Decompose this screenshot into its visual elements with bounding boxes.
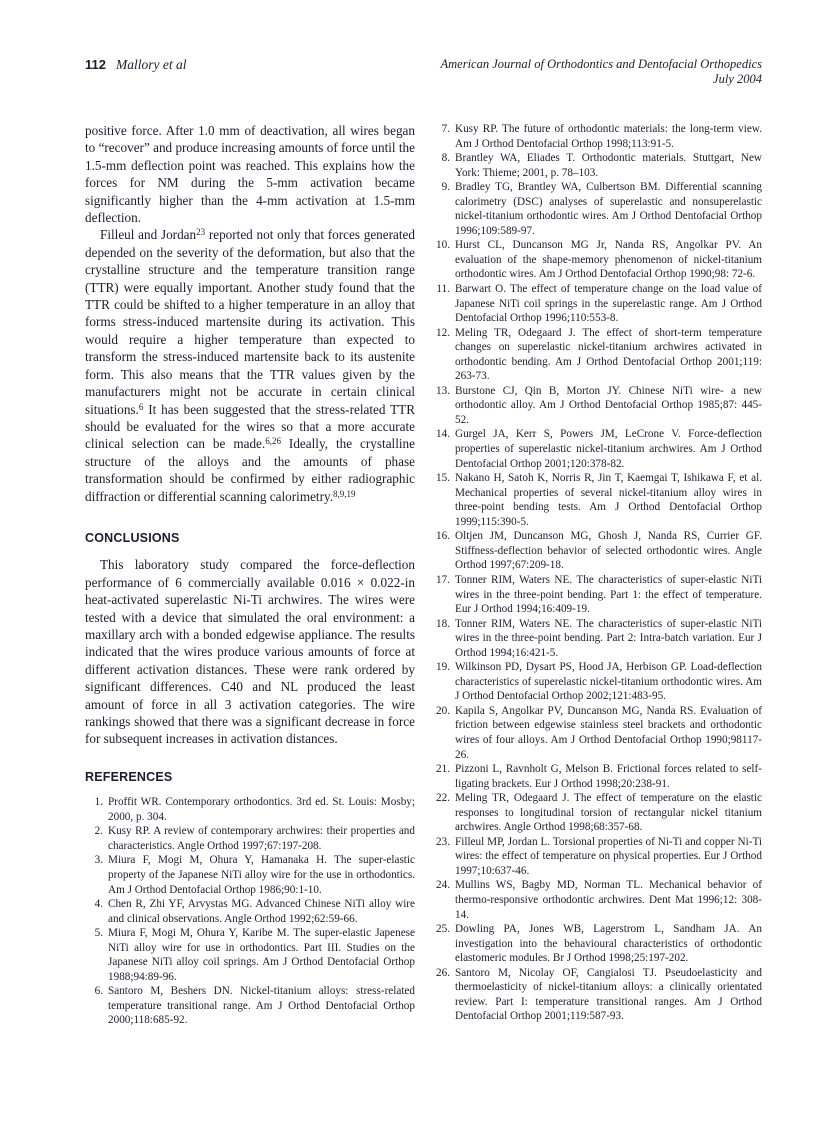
reference-item	[432, 384, 762, 428]
reference-number: 6.	[94, 985, 103, 998]
reference-number: 7.	[441, 123, 450, 135]
reference-number: 12.	[436, 326, 450, 339]
reference-item	[85, 897, 415, 926]
reference-item	[432, 471, 762, 529]
reference-number: 25.	[436, 923, 450, 936]
journal-name: American Journal of Orthodontics and Dentofacial Orthopedics	[440, 57, 762, 71]
reference-text: Oltjen JM, Duncanson MG, Ghosh J, Nanda RS, Currier GF. Stiffness-deflection behavior of selected orthodontic wires. Angle Orthod 1997;67:209-18.	[455, 530, 762, 572]
reference-number: 19.	[436, 661, 450, 674]
reference-text: Kusy RP. A review of contemporary archwires: their properties and characteristics. Angle Orthod 1997;67:197-208.	[108, 825, 415, 852]
reference-text: Burstone CJ, Qin B, Morton JY. Chinese NiTi wire- a new orthodontic alloy. Am J Orthod Dentofacial Orthop 1985;87: 445-52.	[455, 384, 762, 426]
running-authors: Mallory et al	[115, 57, 187, 72]
reference-number: 9.	[441, 181, 450, 194]
conclusions-heading: CONCLUSIONS	[85, 530, 180, 545]
reference-item	[432, 573, 762, 617]
reference-text: Santoro M, Beshers DN. Nickel-titanium alloys: stress-related temperature transitional range. Am J Orthod Dentofacial Orthop 2000;118:685-92.	[108, 985, 415, 1027]
reference-number: 2.	[94, 825, 103, 838]
reference-text: Nakano H, Satoh K, Norris R, Jin T, Kaemgai T, Ishikawa F, et al. Mechanical properties of several nickel-titanium alloy wires in three-point bending tests. Am J Orthod Dentofacial Orthop 1999;115:390-5.	[455, 472, 762, 528]
reference-list-right	[432, 122, 762, 1024]
reference-text: Brantley WA, Eliades T. Orthodontic materials. Stuttgart, New York: Thieme; 2001, p. 78–103.	[455, 152, 762, 179]
reference-number: 13.	[436, 384, 450, 397]
reference-item	[432, 617, 762, 661]
running-header	[85, 57, 762, 87]
reference-item	[432, 762, 762, 791]
reference-item	[432, 660, 762, 704]
reference-text: Tonner RIM, Waters NE. The characteristics of super-elastic NiTi wires in the three-point bending. Part 1: the effect of temperature. Eur J Orthod 1994;16:409-19.	[455, 573, 762, 616]
reference-item	[85, 824, 415, 853]
reference-item	[432, 122, 762, 151]
reference-text: Barwart O. The effect of temperature change on the load value of Japanese NiTi coil springs in the superelastic range. Am J Orthod Dentofacial Orthop 1996;110:553-8.	[455, 283, 762, 325]
reference-number: 3.	[94, 854, 103, 867]
reference-item	[432, 704, 762, 762]
reference-text: Filleul MP, Jordan L. Torsional properties of Ni-Ti and copper Ni-Ti wires: the effect of temperature on physical properties. Eur J Orthod 1997;10:637-46.	[455, 835, 762, 877]
reference-text: Santoro M, Nicolay OF, Cangialosi TJ. Pseudoelasticity and thermoelasticity of nickel-titanium alloys: a clinically orientated review. Part I: temperature transitional ranges. Am J Orthod Dentofacial Orthop 2001;119:587-93.	[455, 966, 762, 1023]
reference-item	[432, 791, 762, 835]
reference-text: Miura F, Mogi M, Ohura Y, Karibe M. The super-elastic Japenese NiTi alloy wire for use in orthodontics. Part III. Studies on the Japanese NiTi alloy coil springs. Am J Orthod Dentofacial Orthop 1988;94:89-96.	[108, 927, 415, 983]
reference-text: Kapila S, Angolkar PV, Duncanson MG, Nanda RS. Evaluation of friction between edgewise stainless steel brackets and orthodontic wires of four alloys. Am J Orthod Dentofacial Orthop 1990;98117-26.	[455, 704, 762, 761]
two-column-body	[85, 122, 762, 1028]
reference-item	[432, 529, 762, 573]
reference-number: 11.	[436, 283, 450, 296]
reference-number: 20.	[436, 704, 450, 717]
reference-item	[85, 926, 415, 984]
references-heading: REFERENCES	[85, 769, 173, 784]
reference-number: 22.	[436, 792, 450, 805]
reference-text: Hurst CL, Duncanson MG Jr, Nanda RS, Angolkar PV. An evaluation of the shape-memory phenomenon of nickel-titanium orthodontic wires. Am J Orthod Dentofacial Orthop 1990;98: 72-6.	[455, 239, 762, 281]
body-paragraph-continuation: positive force. After 1.0 mm of deactivation, all wires began to “recover” and produce increasing amounts of force until the 1.5-mm deflection point was reached. This explains how the forces for NM during the 5-mm activation became significantly higher than the 4-mm activation at 1.5-mm deflection.	[85, 123, 415, 226]
reference-item	[432, 835, 762, 879]
reference-item	[85, 984, 415, 1028]
reference-number: 21.	[436, 763, 450, 776]
reference-number: 15.	[436, 472, 450, 485]
reference-item	[432, 326, 762, 384]
running-header-right	[441, 57, 763, 87]
reference-number: 5.	[94, 927, 103, 940]
running-header-left	[85, 57, 186, 73]
page-number: 112	[85, 57, 106, 72]
reference-item	[432, 238, 762, 282]
reference-text: Miura F, Mogi M, Ohura Y, Hamanaka H. The super-elastic property of the Japanese NiTi alloy wire for the use in orthodontics. Am J Orthod Dentofacial Orthop 1986;90:1-10.	[108, 854, 415, 896]
reference-text: Meling TR, Odegaard J. The effect of temperature on the elastic responses to longitudinal torsion of rectangular nickel titanium archwires. Angle Orthod 1998;68:357-68.	[455, 792, 762, 834]
left-column	[85, 122, 415, 1028]
reference-item	[432, 427, 762, 471]
reference-text: Meling TR, Odegaard J. The effect of short-term temperature changes on superelastic nickel-titanium archwires activated in orthodontic bending. Am J Orthod Dentofacial Orthop 2001;119: 263-73.	[455, 326, 762, 383]
reference-text: Chen R, Zhi YF, Arvystas MG. Advanced Chinese NiTi alloy wire and clinical observations. Angle Orthod 1992;62:59-66.	[108, 898, 415, 925]
body-paragraph-filleul-jordan: Filleul and Jordan$^{23}$ reported not only that forces generated depended on the severity of the deformation, but also that the crystalline structure and the temperature transition range (TTR) were equally important. Another study found that the TTR could be shifted to a higher temperature in an alloy that forms stress-induced martensite during its activation. This would require a higher temperature than expected to transform the stress-induced martensite back to its austenite form. This also means that the TTR values given by the manufacturers might not be accurate in certain clinical situations.$^6$ It has been suggested that the stress-related TTR should be evaluated for the wires so that a more accurate clinical selection can be made.$^{6,26}$ Ideally, the crystalline structure of the alloys and the amounts of phase transformation should be confirmed by either radiographic diffraction or differential scanning calorimetry.$^{8,9,19}$	[85, 227, 415, 504]
reference-item	[432, 180, 762, 238]
reference-number: 8.	[441, 152, 450, 165]
right-column	[432, 122, 762, 1028]
reference-item	[432, 151, 762, 180]
reference-text: Gurgel JA, Kerr S, Powers JM, LeCrone V. Force-deflection properties of superelastic nickel-titanium archwires. Am J Orthod Dentofacial Orthop 2001;120:378-82.	[455, 428, 762, 470]
reference-text: Kusy RP. The future of orthodontic materials: the long-term view. Am J Orthod Dentofacial Orthop 1998;113:91-5.	[455, 123, 762, 150]
reference-number: 10.	[436, 239, 450, 252]
reference-text: Dowling PA, Jones WB, Lagerstrom L, Sandham JA. An investigation into the behavioural characteristics of orthodontic elastomeric modules. Br J Orthod 1998;25:197-202.	[455, 923, 762, 965]
reference-text: Proffit WR. Contemporary orthodontics. 3rd ed. St. Louis: Mosby; 2000, p. 304.	[108, 796, 415, 823]
reference-number: 1.	[94, 796, 103, 809]
reference-item	[432, 878, 762, 922]
reference-text: Pizzoni L, Ravnholt G, Melson B. Frictional forces related to self-ligating brackets. Eur J Orthod 1998;20:238-91.	[455, 763, 762, 790]
reference-number: 17.	[436, 573, 450, 586]
reference-number: 23.	[436, 835, 450, 848]
reference-list-left	[85, 795, 415, 1028]
reference-number: 24.	[436, 879, 450, 892]
reference-text: Tonner RIM, Waters NE. The characteristics of super-elastic NiTi wires in the three-point bending. Part 2: Intra-batch variation. Eur J Orthod 1994;16:421-5.	[455, 617, 762, 659]
reference-item	[85, 853, 415, 897]
reference-item	[432, 922, 762, 966]
reference-number: 26.	[436, 966, 450, 979]
issue-date: July 2004	[713, 72, 762, 86]
conclusions-paragraph: This laboratory study compared the force-deflection performance of 6 commercially available 0.016 × 0.022-in heat-activated superelastic Ni-Ti archwires. The wires were tested with a device that simulated the oral environment: a maxillary arch with a bonded edgewise appliance. The results indicated that the wires produce various amounts of force at different activation distances. These were rank ordered by significant differences. C40 and NL produced the least amount of force in all 3 activation categories. The wire rankings showed that there was a significant decrease in force for subsequent increases in activation distances.	[85, 557, 415, 747]
reference-text: Mullins WS, Bagby MD, Norman TL. Mechanical behavior of thermo-responsive orthodontic archwires. Dent Mat 1996;12: 308-14.	[455, 879, 762, 921]
reference-text: Wilkinson PD, Dysart PS, Hood JA, Herbison GP. Load-deflection characteristics of superelastic nickel-titanium orthodontic wires. Am J Orthod Dentofacial Orthop 2002;121:483-95.	[455, 661, 762, 703]
reference-item	[432, 966, 762, 1024]
reference-number: 4.	[94, 898, 103, 911]
reference-item	[85, 795, 415, 824]
reference-text: Bradley TG, Brantley WA, Culbertson BM. Differential scanning calorimetry (DSC) analyses of superelastic and nonsuperelastic nickel-titanium orthodontic wires. Am J Orthod Dentofacial Orthop 1996;109:589-97.	[455, 181, 762, 237]
reference-number: 16.	[436, 530, 450, 543]
reference-number: 18.	[436, 617, 450, 630]
reference-number: 14.	[436, 428, 450, 441]
reference-item	[432, 282, 762, 326]
